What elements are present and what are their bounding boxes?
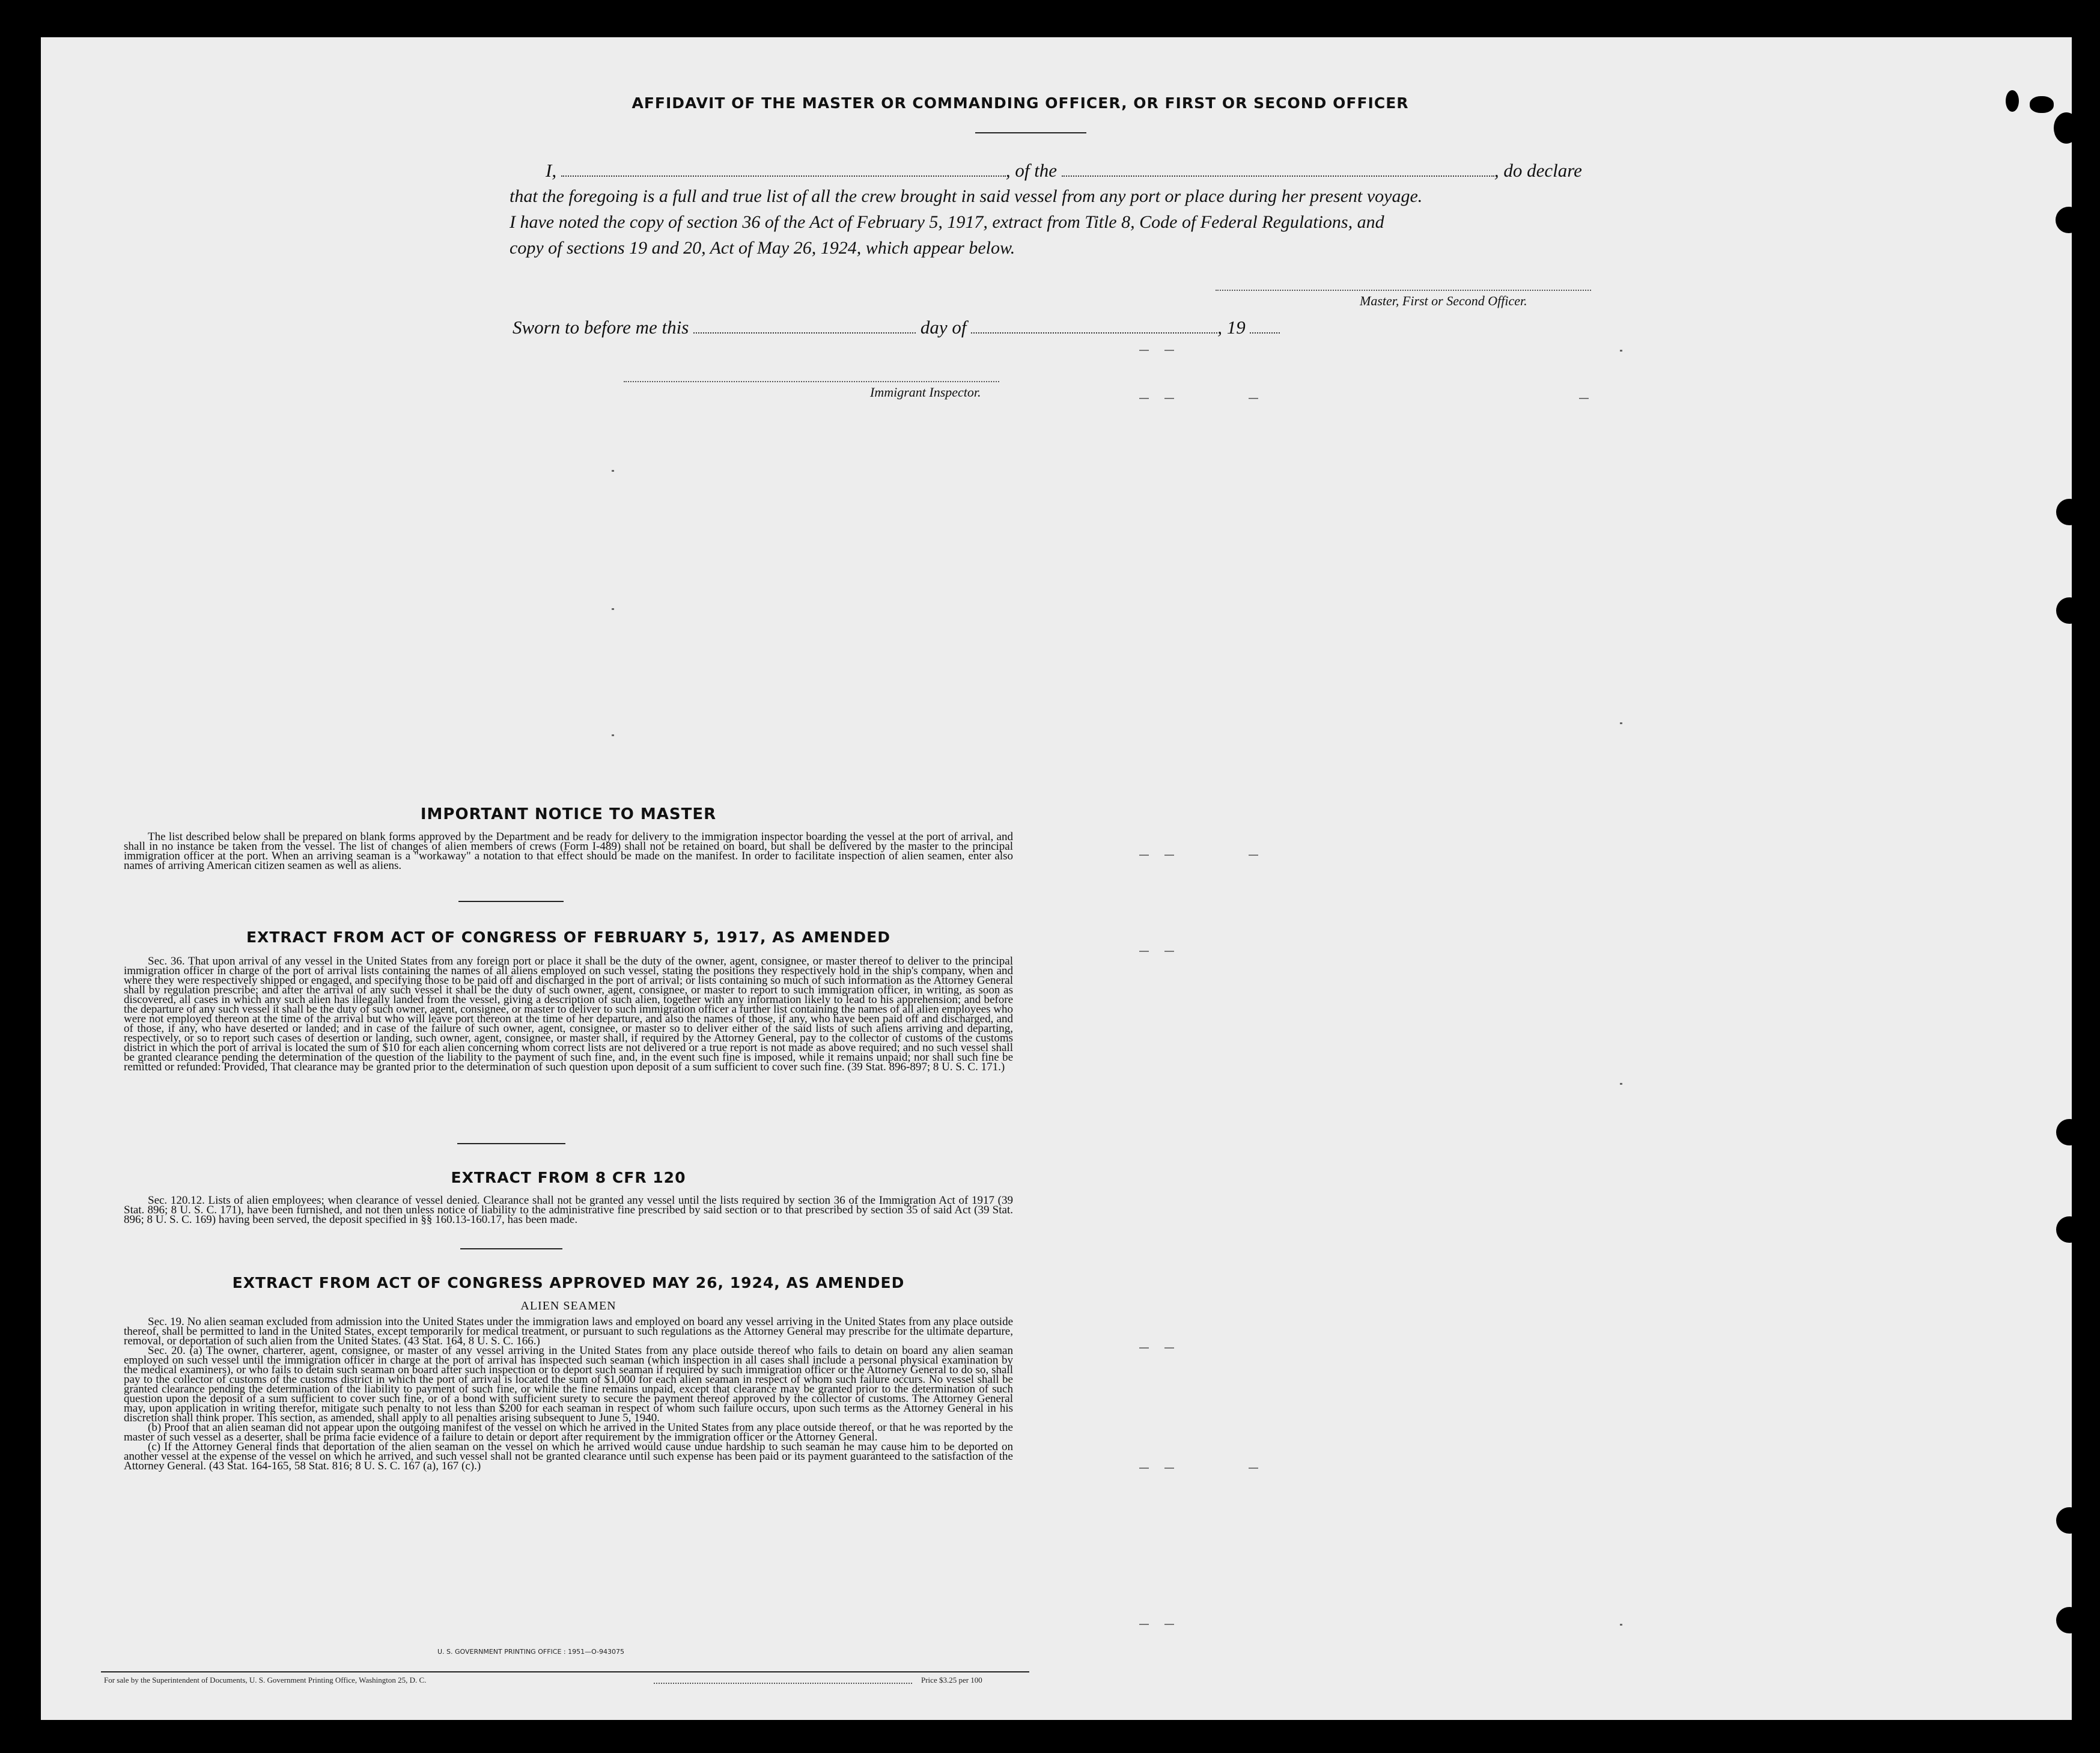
inspector-signature-line[interactable] [624, 381, 999, 382]
master-signature-line[interactable] [1216, 290, 1591, 291]
footer-rule [101, 1671, 1029, 1672]
sworn-label-a: Sworn to before me this [513, 317, 689, 338]
punch-hole [2056, 597, 2072, 624]
speck [612, 734, 614, 736]
vessel-name-field[interactable] [1062, 160, 1494, 177]
sworn-label-c: , 19 [1217, 317, 1246, 338]
sale-notice: For sale by the Superintendent of Documents, U. S. Government Printing Office, Washington 25, D. C. [104, 1675, 427, 1684]
sworn-line [513, 317, 1280, 338]
declarant-name-field[interactable] [561, 160, 1006, 177]
speck [1620, 722, 1622, 724]
sec20b-text: (b) Proof that an alien seaman did not appear upon the outgoing manifest of the vessel on which he arrived in the United States from any place outside thereof, or that he was reported by the master of such vessel as a deserter, shall be prima facie evidence of a failure to detain or deport after requirement by the immigration officer or the Attorney General. [124, 1421, 1013, 1444]
registration-mark [1164, 1468, 1174, 1469]
punch-hole [2006, 90, 2019, 112]
inspector-label: Immigrant Inspector. [870, 385, 981, 400]
speck [612, 608, 614, 610]
sworn-month-field[interactable] [971, 317, 1217, 334]
registration-mark [1139, 398, 1149, 399]
registration-mark [1249, 398, 1258, 399]
speck [612, 470, 614, 472]
speck [1620, 1624, 1622, 1626]
form-page [41, 37, 2072, 1720]
registration-mark [1164, 398, 1174, 399]
affidavit-line-1 [510, 157, 1633, 183]
extract-1924-body [124, 1317, 1013, 1471]
price-label: Price $3.25 per 100 [921, 1675, 982, 1684]
registration-mark [1164, 1347, 1174, 1349]
alien-seamen-subtitle: ALIEN SEAMEN [520, 1299, 616, 1312]
extract-1917-body [124, 957, 1013, 1072]
registration-mark [1139, 951, 1149, 952]
extract-cfr-title: EXTRACT FROM 8 CFR 120 [451, 1169, 686, 1186]
notice-text: The list described below shall be prepared on blank forms approved by the Department and be ready for delivery to the immigration inspector boarding the vessel at the port of arrival, and shall in no instance be taken from the vessel. The list of changes of alien members of crews (Form I-489) shall not be retained on board, but shall be delivered by the master to the principal immigration officer at the port. When an arriving seaman is a "workaway" a notation to that effect should be made on the manifest. In order to facilitate inspection of alien seamen, enter also names of arriving American citizen seamen as well as aliens. [124, 831, 1013, 872]
printing-office-imprint: U. S. GOVERNMENT PRINTING OFFICE : 1951—O-943075 [437, 1648, 625, 1656]
extract-1924-title: EXTRACT FROM ACT OF CONGRESS APPROVED MAY 26, 1924, AS AMENDED [232, 1274, 905, 1291]
registration-mark [1249, 1468, 1258, 1469]
speck [1620, 1083, 1622, 1085]
sec20a-text: Sec. 20. (a) The owner, charterer, agent, consignee, or master of any vessel arriving in the United States from any place outside thereof who fails to detain on board any alien seaman employed on such vessel until the immigration officer in charge at the port of arrival has inspected such seaman (which inspection in all cases shall include a personal physical examination by the medical examiners), or who fails to detain such seaman on board after such inspection or to deport such seaman if required by such immigration officer or the Attorney General to do so, shall pay to the collector of customs of the customs district in which the port of arrival is located the sum of $1,000 for each alien seaman in respect of whom such failure occurs. No vessel shall be granted clearance pending the determination of the liability to payment of such fine, or while the fine remains unpaid, except that clearance may be granted prior to the determination of such question upon the deposit of a sum sufficient to cover such fine, or of a bond with sufficient surety to secure the payment thereof approved by the collector of customs. The Attorney General may, upon application in writing therefor, mitigate such penalty to not less than $200 for each seaman in respect of whom such failure occurs, upon such terms as the Attorney General in his discretion shall think proper. This section, as amended, shall apply to all penalties arising subsequent to June 5, 1940. [124, 1344, 1013, 1424]
affidavit-line-3: I have noted the copy of section 36 of the Act of February 5, 1917, extract from Title 8, Code of Federal Regulations, and [510, 212, 1384, 232]
registration-mark [1139, 855, 1149, 856]
punch-hole [2056, 1607, 2072, 1633]
extract-1917-title: EXTRACT FROM ACT OF CONGRESS OF FEBRUARY 5, 1917, AS AMENDED [246, 928, 891, 946]
registration-mark [1164, 350, 1174, 351]
registration-mark [1139, 1347, 1149, 1349]
sworn-year-field[interactable] [1250, 317, 1280, 334]
punch-hole [2030, 96, 2054, 113]
sworn-label-b: day of [920, 317, 967, 338]
affidavit-title-rule [975, 132, 1086, 133]
registration-mark [1139, 350, 1149, 351]
registration-mark [1139, 1624, 1149, 1625]
extract-cfr-body [124, 1196, 1013, 1225]
sec20c-text: (c) If the Attorney General finds that deportation of the alien seaman on the vessel on which he arrived would cause undue hardship to such seaman he may cause him to be deported on another vessel at the expense of the vessel on which he arrived, and such vessel shall not be granted clearance until such expense has been paid or its payment guaranteed to the satisfaction of the Attorney General. (43 Stat. 164-165, 58 Stat. 816; 8 U. S. C. 167 (a), 167 (c).) [124, 1441, 1013, 1472]
punch-hole [2056, 1507, 2072, 1534]
sec120-text: Sec. 120.12. Lists of alien employees; when clearance of vessel denied. Clearance shall not be granted any vessel until the lists required by section 36 of the Immigration Act of 1917 (39 Stat. 896; 8 U. S. C. 171), have been furnished, and not then unless notice of liability to the administrative fine prescribed by said section or to that prescribed by section 35 of said Act (39 Stat. 896; 8 U. S. C. 169) having been served, the deposit specified in §§ 160.13-160.17, has been made. [124, 1194, 1013, 1226]
footer-leader [654, 1683, 912, 1684]
sec19-text: Sec. 19. No alien seaman excluded from admission into the United States under the immigration laws and employed on board any vessel arriving in the United States from any place outside thereof, shall be permitted to land in the United States, except temporarily for medical treatment, or pursuant to such regulations as the Attorney General may prescribe for the ultimate departure, removal, or deportation of such alien from the United States. (43 Stat. 164, 8 U. S. C. 166.) [124, 1316, 1013, 1347]
registration-mark [1139, 1468, 1149, 1469]
registration-mark [1164, 1624, 1174, 1625]
punch-hole [2056, 499, 2072, 525]
notice-body [124, 832, 1013, 871]
affidavit-title: AFFIDAVIT OF THE MASTER OR COMMANDING OFFICER, OR FIRST OR SECOND OFFICER [632, 94, 1409, 112]
affidavit-line1-a: I, [546, 160, 557, 181]
affidavit-line-2: that the foregoing is a full and true list of all the crew brought in said vessel from any port or place during her present voyage. [510, 186, 1423, 206]
affidavit-line-4: copy of sections 19 and 20, Act of May 26, 1924, which appear below. [510, 238, 1015, 258]
registration-mark [1164, 951, 1174, 952]
punch-hole [2056, 1119, 2072, 1145]
sworn-day-field[interactable] [693, 317, 916, 334]
notice-rule [458, 901, 564, 902]
master-signature-label: Master, First or Second Officer. [1360, 293, 1527, 308]
notice-title: IMPORTANT NOTICE TO MASTER [420, 805, 717, 823]
affidavit-line1-b: , of the [1005, 160, 1058, 181]
extract-cfr-rule [460, 1248, 562, 1249]
punch-hole [2056, 1216, 2072, 1243]
punch-hole [2056, 207, 2072, 233]
registration-mark [1579, 398, 1589, 399]
sec36-text: Sec. 36. That upon arrival of any vessel in the United States from any foreign port or place it shall be the duty of the owner, agent, consignee, or master thereof to deliver to the principal immigration officer in charge of the port of arrival lists containing the names of all aliens employed on such vessel, stating the positions they respectively hold in the ship's company, when and where they were respectively shipped or engaged, and specifying those to be paid off and discharged in the port of arrival; or lists containing so much of such information as the Attorney General shall by regulation prescribe; and after the arrival of any such vessel it shall be the duty of such owner, agent, consignee, or master to report to such immigration officer, in writing, as soon as discovered, all cases in which any such alien has illegally landed from the vessel, giving a description of such alien, together with any information likely to lead to his apprehension; and before the departure of any such vessel it shall be the duty of such owner, agent, consignee, or master to deliver to such immigration officer a further list containing the names of all alien employees who were not employed thereon at the time of the arrival but who will leave port thereon at the time of her departure, and also the names of those, if any, who have been paid off and discharged, and of those, if any, who have deserted or landed; and in case of the failure of such owner, agent, consignee, or master so to deliver either of the said lists of such aliens arriving and departing, respectively, or so to report such cases of desertion or landing, such owner, agent, consignee, or master shall, if required by the Attorney General, pay to the collector of customs of the customs district in which the port of arrival is located the sum of $10 for each alien concerning whom correct lists are not delivered or a true report is not made as above required; and no such vessel shall be granted clearance pending the determination of the question of the liability to the payment of such fine, and, in the event such fine is imposed, while it remains unpaid; nor shall such fine be remitted or refunded: Provided, That clearance may be granted prior to the determination of such question upon deposit of a sum sufficient to cover such fine. (39 Stat. 896-897; 8 U. S. C. 171.) [124, 955, 1013, 1073]
registration-mark [1249, 855, 1258, 856]
extract-1917-rule [457, 1143, 565, 1144]
punch-hole [2054, 112, 2072, 144]
speck [1620, 350, 1622, 352]
registration-mark [1164, 855, 1174, 856]
affidavit-line1-c: , do declare [1494, 160, 1582, 181]
